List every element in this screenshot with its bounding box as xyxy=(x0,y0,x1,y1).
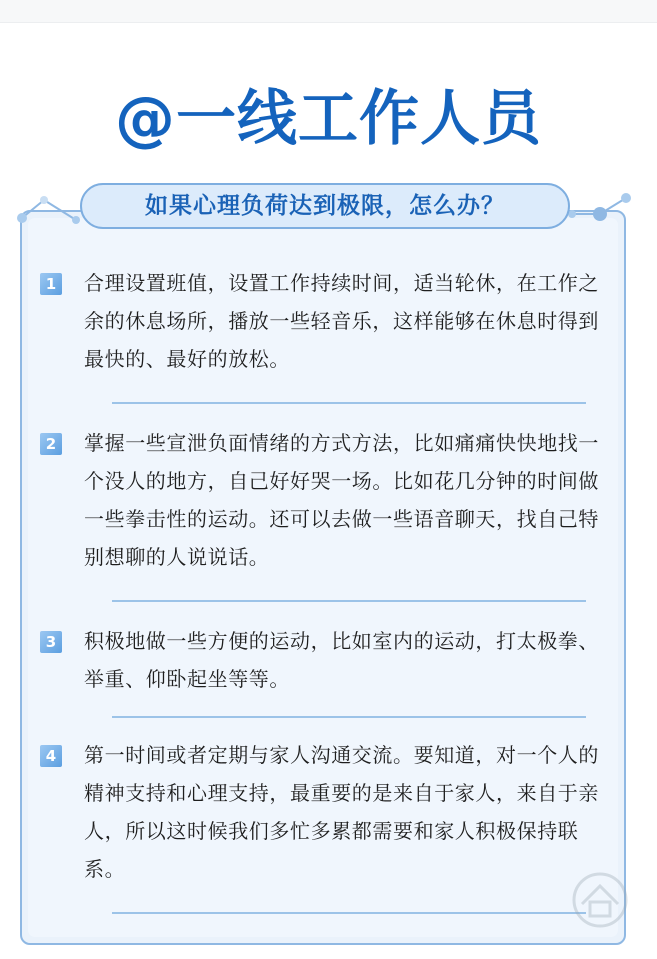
divider xyxy=(112,912,586,914)
number-badge: 2 xyxy=(40,433,62,455)
watermark-logo-icon xyxy=(560,860,640,940)
list-item-text: 掌握一些宣泄负面情绪的方式方法，比如痛痛快快地找一个没人的地方，自己好好哭一场。比如花几分钟的时间做一些拳击性的运动。还可以去做一些语音聊天，找自己特别想聊的人说说话。 xyxy=(84,431,599,569)
number-badge: 4 xyxy=(40,745,62,767)
divider xyxy=(112,716,586,718)
divider xyxy=(112,600,586,602)
number-badge: 1 xyxy=(40,273,62,295)
list-item-text: 积极地做一些方便的运动，比如室内的运动，打太极拳、举重、仰卧起坐等等。 xyxy=(84,629,599,691)
decoration-left-icon xyxy=(14,192,84,232)
number-badge: 3 xyxy=(40,631,62,653)
top-strip xyxy=(0,0,657,23)
list-item-text: 合理设置班值，设置工作持续时间，适当轮休，在工作之余的休息场所，播放一些轻音乐，这样能够在休息时得到最快的、最好的放松。 xyxy=(84,271,599,371)
divider xyxy=(112,402,586,404)
question-banner: 如果心理负荷达到极限，怎么办？ xyxy=(80,183,570,229)
list-item-text: 第一时间或者定期与家人沟通交流。要知道，对一个人的精神支持和心理支持，最重要的是来自于家人，来自于亲人，所以这时候我们多忙多累都需要和家人积极保持联系。 xyxy=(84,743,599,881)
page-title: @一线工作人员 xyxy=(115,84,542,154)
decoration-right-icon xyxy=(566,190,646,230)
